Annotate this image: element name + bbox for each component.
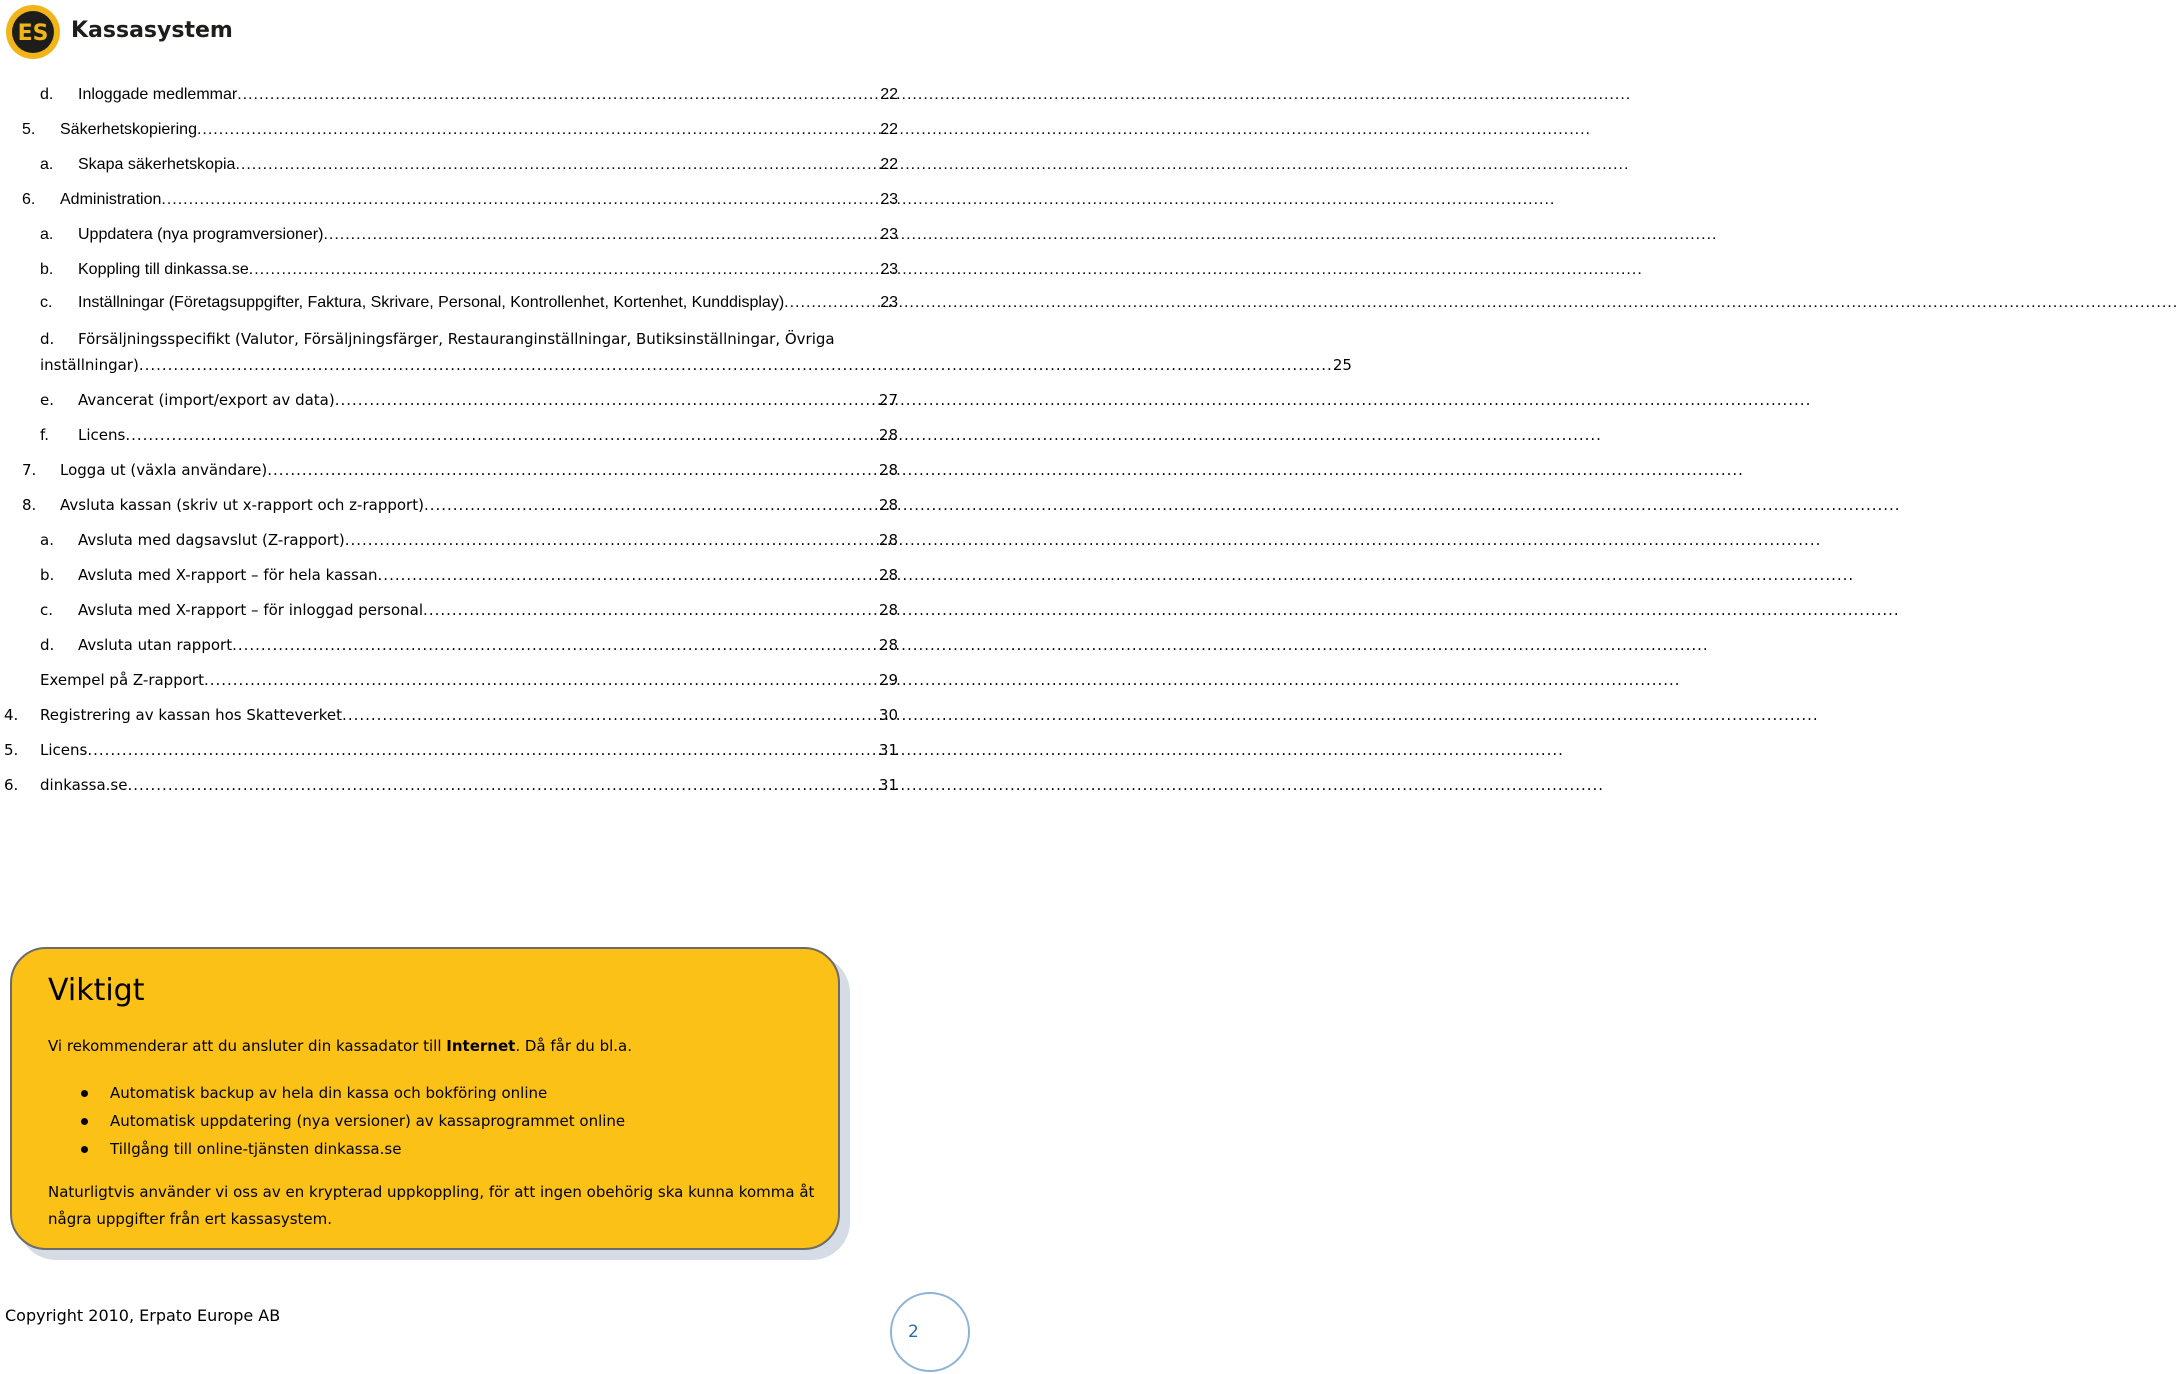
toc-entry-number: c. xyxy=(40,294,53,311)
toc-leader xyxy=(424,493,879,517)
page-number: 2 xyxy=(908,1322,919,1342)
toc-entry-page: 25 xyxy=(1332,356,1352,374)
toc-entry-page: 23 xyxy=(880,294,898,311)
toc-entry-title: Logga ut (växla användare) xyxy=(60,461,268,479)
callout-bullet-list xyxy=(48,1079,625,1163)
toc-entry-number: 8. xyxy=(22,496,37,514)
toc-leader xyxy=(237,83,880,107)
toc-entry-title: dinkassa.se xyxy=(40,776,128,794)
page-number-circle-icon xyxy=(890,1292,970,1372)
toc-leader xyxy=(232,633,879,657)
toc-entry-number: 6. xyxy=(22,191,36,208)
toc-entry-page: 23 xyxy=(880,261,898,278)
callout-intro-bold: Internet xyxy=(446,1037,516,1055)
toc-leader xyxy=(161,188,880,212)
toc-entry-number: 4. xyxy=(4,706,19,724)
toc-leader xyxy=(335,388,879,412)
toc-entry-title: Inloggade medlemmar xyxy=(78,86,238,103)
toc-entry-title-line2: inställningar) xyxy=(40,356,139,374)
toc-entry-number: 5. xyxy=(22,121,36,138)
toc-entry-number: e. xyxy=(40,391,54,409)
toc-entry-title: Avsluta med X-rapport – för hela kassan xyxy=(78,566,378,584)
toc-entry-number: 7. xyxy=(22,461,37,479)
toc-entry-number: d. xyxy=(40,636,55,654)
toc-entry-page: 28 xyxy=(878,636,898,654)
toc-entry-number: 5. xyxy=(4,741,19,759)
toc-entry[interactable] xyxy=(0,773,898,797)
toc-entry[interactable] xyxy=(0,153,898,177)
list-item xyxy=(48,1079,625,1107)
toc-leader xyxy=(784,291,880,315)
toc-entry-page: 22 xyxy=(880,156,898,173)
bullet-icon xyxy=(81,1146,88,1153)
toc-entry[interactable] xyxy=(0,188,898,212)
list-item-text: Automatisk uppdatering (nya versioner) av kassaprogrammet online xyxy=(110,1112,626,1130)
toc-entry-title: Exempel på Z-rapport xyxy=(40,671,204,689)
brand-name: Kassasystem xyxy=(71,18,233,43)
toc-entry[interactable] xyxy=(0,291,898,315)
list-item xyxy=(48,1107,625,1135)
toc-entry[interactable] xyxy=(0,493,898,517)
toc-leader: ............................................................................................................................................................................................................... xyxy=(138,356,1333,374)
bullet-icon xyxy=(81,1090,88,1097)
list-item-text: Automatisk backup av hela din kassa och bokföring online xyxy=(110,1084,548,1102)
toc-entry[interactable] xyxy=(0,223,898,247)
toc-entry-number: b. xyxy=(40,566,55,584)
toc-entry-number: c. xyxy=(40,601,54,619)
callout-intro-suffix: . Då får du bl.a. xyxy=(515,1037,632,1055)
toc-entry-title: Uppdatera (nya programversioner) xyxy=(78,226,324,243)
toc-entry-title: Säkerhetskopiering xyxy=(60,121,197,138)
toc-entry-page: 23 xyxy=(880,191,898,208)
callout-intro-prefix: Vi rekommenderar att du ansluter din kassadator till xyxy=(48,1037,447,1055)
toc-entry-title: Avsluta kassan (skriv ut x-rapport och z-rapport) xyxy=(60,496,424,514)
toc-entry[interactable] xyxy=(0,326,1352,382)
list-item xyxy=(48,1135,625,1163)
toc-entry[interactable] xyxy=(0,423,898,447)
toc-leader xyxy=(323,223,880,247)
toc-entry-page: 29 xyxy=(878,671,898,689)
toc-leader xyxy=(249,258,880,282)
toc-leader xyxy=(342,703,879,727)
toc-entry[interactable] xyxy=(0,563,898,587)
callout-intro xyxy=(48,1037,632,1055)
important-callout xyxy=(10,947,840,1250)
callout-outro: Naturligtvis använder vi oss av en krypterad uppkoppling, för att ingen obehörig ska kunna komma åt några uppgifter från ert kassasystem. xyxy=(48,1183,815,1228)
toc-entry-title: Avancerat (import/export av data) xyxy=(78,391,335,409)
toc-entry-number: a. xyxy=(40,156,54,173)
toc-entry-title: Inställningar (Företagsuppgifter, Faktura, Skrivare, Personal, Kontrollenhet, Kortenhet, Kunddisplay) xyxy=(78,294,785,311)
toc-entry-page: 22 xyxy=(880,86,898,103)
toc-entry-page: 27 xyxy=(878,391,898,409)
toc-entry-title: Administration xyxy=(60,191,162,208)
toc-entry[interactable] xyxy=(0,738,898,762)
toc-entry-number: a. xyxy=(40,226,54,243)
toc-entry-page: 28 xyxy=(878,531,898,549)
toc-entry-number: d. xyxy=(40,330,55,348)
toc-leader xyxy=(423,598,879,622)
toc-entry-title: Avsluta med X-rapport – för inloggad personal xyxy=(78,601,424,619)
toc-leader xyxy=(127,773,878,797)
logo-letters: ES xyxy=(17,21,49,46)
toc-entry-title-line1: Försäljningsspecifikt (Valutor, Försäljningsfärger, Restauranginställningar, Butiksinställningar, Övriga xyxy=(78,330,835,348)
toc-entry[interactable] xyxy=(0,703,898,727)
toc-entry-page: 30 xyxy=(878,706,898,724)
toc-leader xyxy=(87,738,879,762)
toc-entry-title: Avsluta med dagsavslut (Z-rapport) xyxy=(78,531,345,549)
toc-entry-page: 23 xyxy=(880,226,898,243)
toc-entry-page: 22 xyxy=(880,121,898,138)
bullet-icon xyxy=(81,1118,88,1125)
copyright-text: Copyright 2010, Erpato Europe AB xyxy=(5,1306,281,1325)
toc-entry[interactable] xyxy=(0,118,898,142)
toc-entry-title: Skapa säkerhetskopia xyxy=(78,156,236,173)
toc-entry-page: 28 xyxy=(878,461,898,479)
toc-entry-page: 28 xyxy=(878,601,898,619)
toc-entry-page: 31 xyxy=(878,776,898,794)
toc-entry[interactable] xyxy=(0,258,898,282)
toc-entry-title: Koppling till dinkassa.se xyxy=(78,261,249,278)
toc-entry-page: 28 xyxy=(878,566,898,584)
toc-entry-page: 31 xyxy=(878,741,898,759)
toc-entry-number: 6. xyxy=(4,776,19,794)
toc-entry-number: d. xyxy=(40,86,54,103)
toc-entry-number: b. xyxy=(40,261,54,278)
toc-leader xyxy=(125,423,879,447)
toc-entry[interactable] xyxy=(0,458,898,482)
toc-entry-title: Avsluta utan rapport xyxy=(78,636,233,654)
toc-entry-page: 28 xyxy=(878,426,898,444)
list-item-text: Tillgång till online-tjänsten dinkassa.se xyxy=(110,1140,402,1158)
toc-leader xyxy=(204,668,879,692)
toc-leader xyxy=(345,528,879,552)
callout-title: Viktigt xyxy=(48,973,145,1008)
es-logo-icon xyxy=(5,4,61,60)
toc-leader xyxy=(197,118,880,142)
toc-entry[interactable] xyxy=(0,388,898,412)
toc-entry-number: a. xyxy=(40,531,54,549)
toc-entry-page: 28 xyxy=(878,496,898,514)
toc-entry[interactable] xyxy=(0,83,898,107)
toc-entry-title: Registrering av kassan hos Skatteverket xyxy=(40,706,343,724)
toc-entry[interactable] xyxy=(0,528,898,552)
toc-entry[interactable] xyxy=(0,668,898,692)
company-logo xyxy=(5,4,233,60)
toc-entry[interactable] xyxy=(0,633,898,657)
toc-leader xyxy=(378,563,879,587)
toc-entry-title: Licens xyxy=(78,426,126,444)
toc-entry-number: f. xyxy=(40,426,49,444)
toc-entry[interactable] xyxy=(0,598,898,622)
toc-leader xyxy=(235,153,880,177)
toc-leader xyxy=(267,458,879,482)
toc-entry-title: Licens xyxy=(40,741,88,759)
